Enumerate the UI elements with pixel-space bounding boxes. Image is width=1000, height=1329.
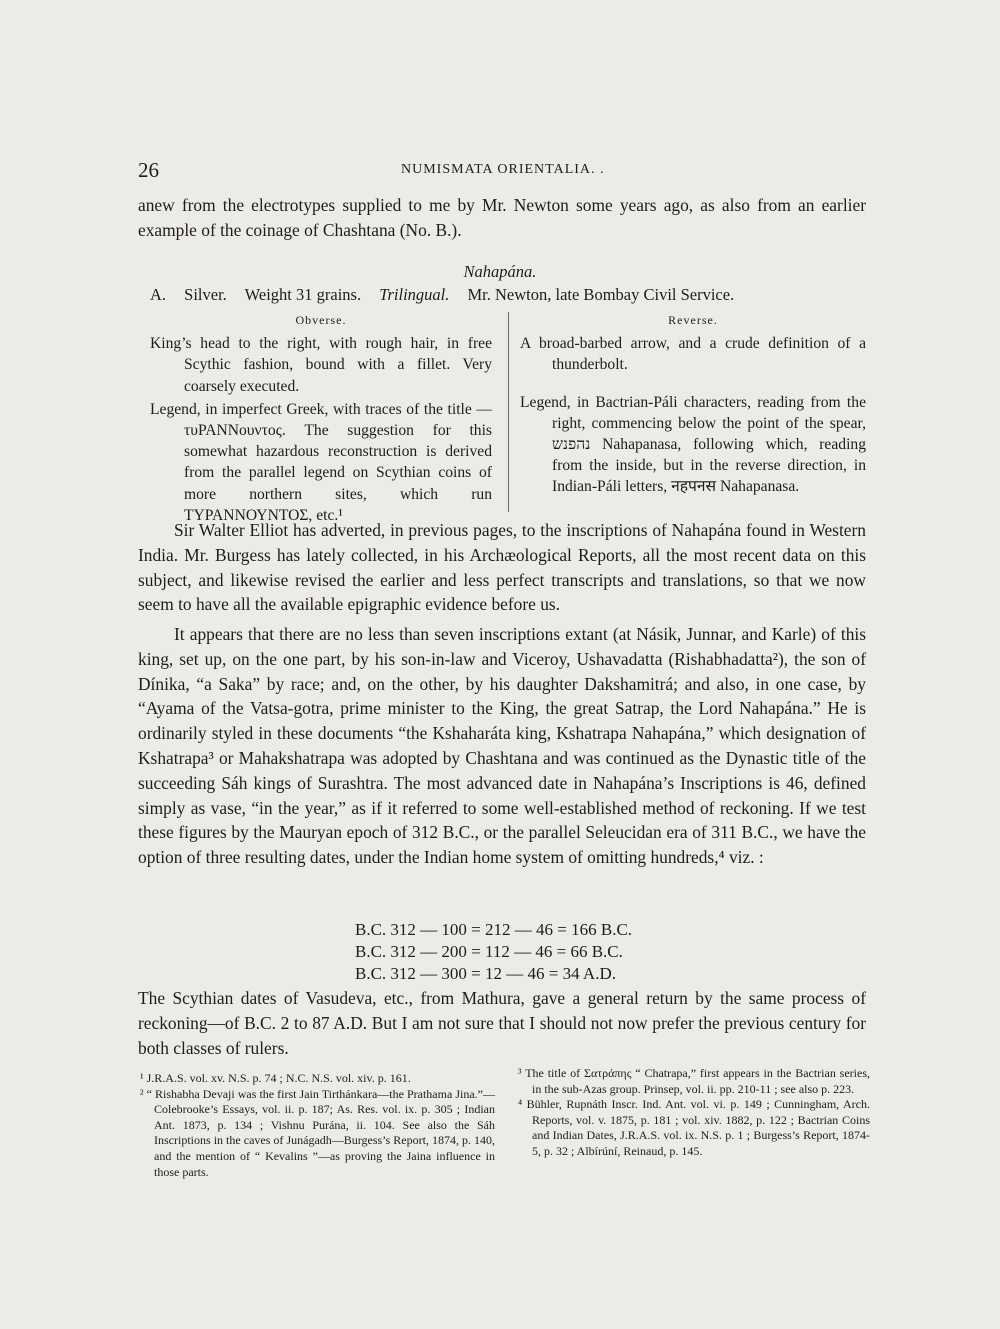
coin-weight: Weight 31 grains. <box>244 285 362 304</box>
footnote-3: ³ The title of Σατράπης “ Chatrapa,” first appears in the Bactrian series, in the sub-Azas group. Prinsep, vol. ii. pp. 210-11 ; see also p. 223. <box>518 1066 870 1096</box>
coin-script: Trilingual. <box>379 285 450 304</box>
date-equation-2: B.C. 312 — 200 = 112 — 46 = 66 B.C. <box>355 942 623 961</box>
obverse-legend: Legend, in imperfect Greek, with traces of the title — τυPANNουντος. The suggestion for this somewhat hazardous reconstruction is derived from the parallel legend on Scythian coins of more northern sites, which run ΤΥΡΑΝΝΟΥΝΤΟΣ, etc.¹ <box>150 400 492 524</box>
obverse-column <box>150 310 492 528</box>
coin-title: Nahapána. <box>463 262 537 281</box>
date-equation-1: B.C. 312 — 100 = 212 — 46 = 166 B.C. <box>355 920 633 939</box>
reverse-column <box>520 310 866 498</box>
coin-letter: A. <box>150 285 167 304</box>
reverse-legend: Legend, in Bactrian-Páli characters, reading from the right, commencing below the point of the spear, נהפנש Nahapanasa, following which, reading from the inside, but in the reverse direction, in Indian-Páli letters, नहपनस Nahapanasa. <box>520 393 866 496</box>
footnotes-left <box>140 1071 495 1180</box>
date-equation-3: B.C. 312 — 300 = 12 — 46 = 34 A.D. <box>355 964 616 983</box>
coin-description-line <box>150 285 870 305</box>
coin-metal: Silver. <box>184 285 227 304</box>
page-header <box>138 158 862 182</box>
column-divider <box>508 312 509 512</box>
page-number: 26 <box>138 158 159 182</box>
body-paragraph-1: Sir Walter Elliot has adverted, in previous pages, to the inscriptions of Nahapána found in Western India. Mr. Burgess has lately collected, in his Archæological Reports, all the most recent data on this subject, and likewise revised the earlier and less perfect transcripts and translations, so that we now seem to have all the available epigraphic evidence before us. <box>138 520 866 615</box>
body-paragraph-2: It appears that there are no less than seven inscriptions extant (at Násik, Junnar, and Karle) of this king, set up, on the one part, by his son-in-law and Viceroy, Ushavadatta (Rishabhadatta²), the son of Dínika, “a Saka” by race; and, on the other, by his daughter Dakshamitrá; and also, in one case, by “Ayama of the Vatsa-gotra, prime minister to the King, the great Satrap, the Lord Nahapána.” He is ordinarily styled in these documents “the Kshaharáta king, Kshatrapa Nahapána,” which designation of Kshatrapa³ or Mahakshatrapa was adopted by Chashtana and was continued as the Dynastic title of the succeeding Sáh kings of Surashtra. The most advanced date in Nahapána’s Inscriptions is 46, defined simply as vase, “in the year,” as if it referred to some well-established method of reckoning. If we test these figures by the Mauryan epoch of 312 B.C., or the parallel Seleucidan era of 311 B.C., we have the option of three resulting dates, under the Indian home system of omitting hundreds,⁴ viz. : <box>138 624 866 868</box>
footnote-4: ⁴ Bühler, Rupnáth Inscr. Ind. Ant. vol. vi. p. 149 ; Cunningham, Arch. Reports, vol. v. 1875, p. 181 ; vol. xiv. 1882, p. 122 ; Bactrian Coins and Indian Dates, J.R.A.S. vol. ix. N.S. p. 1 ; Burgess’s Report, 1874-5, p. 32 ; Albírúní, Reinaud, p. 145. <box>518 1097 870 1158</box>
footnote-1: ¹ J.R.A.S. vol. xv. N.S. p. 74 ; N.C. N.S. vol. xiv. p. 161. <box>140 1071 411 1085</box>
obverse-heading: Obverse. <box>295 313 347 327</box>
obverse-description: King’s head to the right, with rough hair, in free Scythic fashion, bound with a fillet. Very coarsely executed. <box>150 335 492 395</box>
footnote-2: ² “ Rishabha Devaji was the first Jain Tirthánkara—the Prathama Jina.”—Colebrooke’s Essays, vol. ii. p. 187; As. Res. vol. ix. p. 305 ; Indian Ant. 1873, p. 134 ; Vishnu Purána, ii. 104. See also the Sáh Inscriptions in the caves of Junágadh—Burgess’s Report, 1874, p. 140, and the mention of “ Kevalins ”—as proving the Jaina influence in those parts. <box>140 1086 495 1179</box>
running-head: NUMISMATA ORIENTALIA. . <box>401 162 605 177</box>
body-paragraph-3: The Scythian dates of Vasudeva, etc., from Mathura, gave a general return by the same process of reckoning—of B.C. 2 to 87 A.D. But I am not sure that I should not now prefer the previous century for both classes of rulers. <box>138 988 866 1058</box>
intro-paragraph: anew from the electrotypes supplied to me by Mr. Newton some years ago, as also from an earlier example of the coinage of Chashtana (No. B.). <box>138 195 866 240</box>
reverse-description: A broad-barbed arrow, and a crude definition of a thunderbolt. <box>520 335 866 374</box>
reverse-heading: Reverse. <box>668 313 718 327</box>
coin-source: Mr. Newton, late Bombay Civil Service. <box>467 285 735 304</box>
footnotes-right <box>518 1066 870 1160</box>
